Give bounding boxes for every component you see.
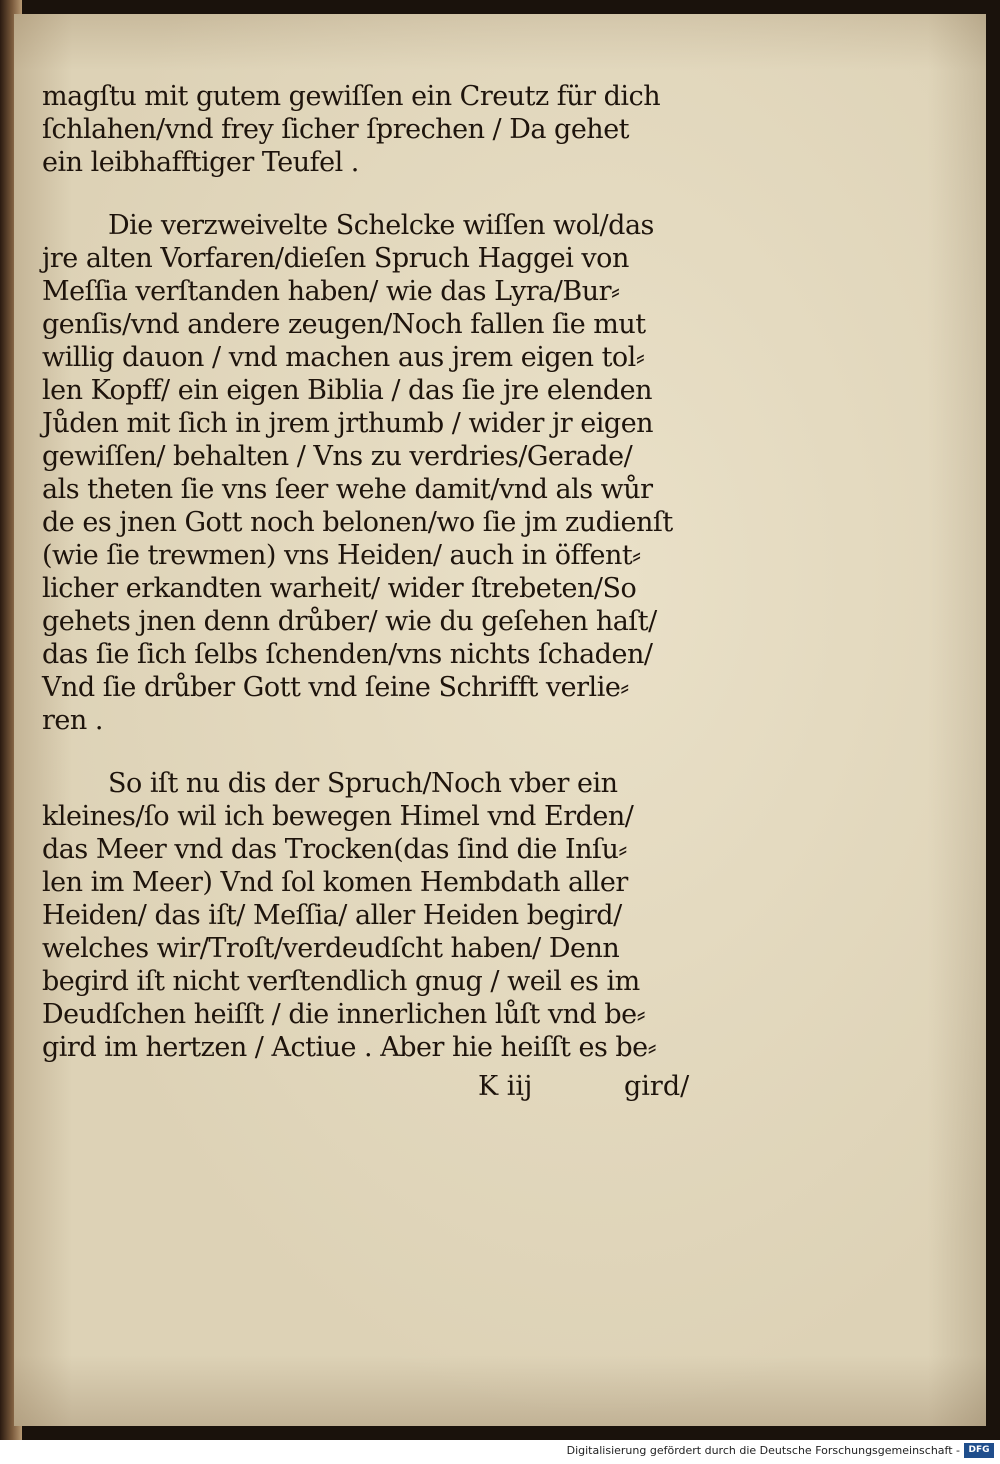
paragraph-gap <box>42 737 732 767</box>
text-line: Deudſchen heiſſt / die innerlichen lůſt vnd be⸗ <box>42 999 646 1030</box>
text-line: (wie ſie trewmen) vns Heiden/ auch in öffent⸗ <box>42 540 641 571</box>
text-line: len im Meer) Vnd ſol komen Hembdath aller <box>42 867 628 898</box>
text-line: ren . <box>42 705 103 736</box>
text-line: Jůden mit ſich in jrem jrthumb / wider jr eigen <box>42 408 654 439</box>
text-line: als theten ſie vns ſeer wehe damit/vnd als wůr <box>42 474 653 505</box>
text-line: Die verzweivelte Schelcke wiſſen wol/das <box>108 210 654 241</box>
text-line: gird im hertzen / Actiue . Aber hie heiſſt es be⸗ <box>42 1032 657 1063</box>
text-line: welches wir/Troſt/verdeudſcht haben/ Denn <box>42 933 620 964</box>
text-line: Vnd ſie drůber Gott vnd ſeine Schrifft verlie⸗ <box>42 672 629 703</box>
text-line: das Meer vnd das Trocken(das ſind die Inſu⸗ <box>42 834 627 865</box>
text-line: ſchlahen/vnd frey ſicher ſprechen / Da gehet <box>42 114 630 145</box>
text-line: ein leibhafftiger Teufel . <box>42 147 359 178</box>
text-line: genſis/vnd andere zeugen/Noch fallen ſie mut <box>42 309 646 340</box>
text-line: gehets jnen denn drůber/ wie du geſehen haſt/ <box>42 606 657 637</box>
text-line: das ſie ſich ſelbs ſchenden/vns nichts ſchaden/ <box>42 639 653 670</box>
text-line: jre alten Vorfaren/dieſen Spruch Haggei von <box>42 243 629 274</box>
text-line: len Kopff/ ein eigen Biblia / das ſie jre elenden <box>42 375 653 406</box>
paragraph-1 <box>42 80 732 179</box>
text-line: magſtu mit gutem gewiſſen ein Creutz für dich <box>42 81 661 112</box>
text-line: kleines/ſo wil ich bewegen Himel vnd Erden/ <box>42 801 634 832</box>
paragraph-3 <box>42 767 732 1064</box>
text-line: So iſt nu dis der Spruch/Noch vber ein <box>108 768 618 799</box>
text-line: willig dauon / vnd machen aus jrem eigen tol⸗ <box>42 342 645 373</box>
text-line: Meſſia verſtanden haben/ wie das Lyra/Bur⸗ <box>42 276 620 307</box>
text-line: gewiſſen/ behalten / Vns zu verdries/Gerade/ <box>42 441 633 472</box>
text-line: licher erkandten warheit/ wider ſtrebeten/So <box>42 573 637 604</box>
text-line: begird iſt nicht verſtendlich gnug / weil es im <box>42 966 640 997</box>
text-line: Heiden/ das iſt/ Meſſia/ aller Heiden begird/ <box>42 900 622 931</box>
paragraph-gap <box>42 179 732 209</box>
signature-mark: K iij <box>478 1071 533 1102</box>
text-line: de es jnen Gott noch belonen/wo ſie jm zudienſt <box>42 507 673 538</box>
dfg-logo-icon: DFG <box>964 1443 994 1458</box>
paragraph-2 <box>42 209 732 737</box>
funding-credit: Digitalisierung gefördert durch die Deutsche Forschungsgemeinschaft - <box>566 1444 960 1457</box>
catchword: gird/ <box>624 1071 690 1102</box>
page-text <box>42 80 732 1064</box>
